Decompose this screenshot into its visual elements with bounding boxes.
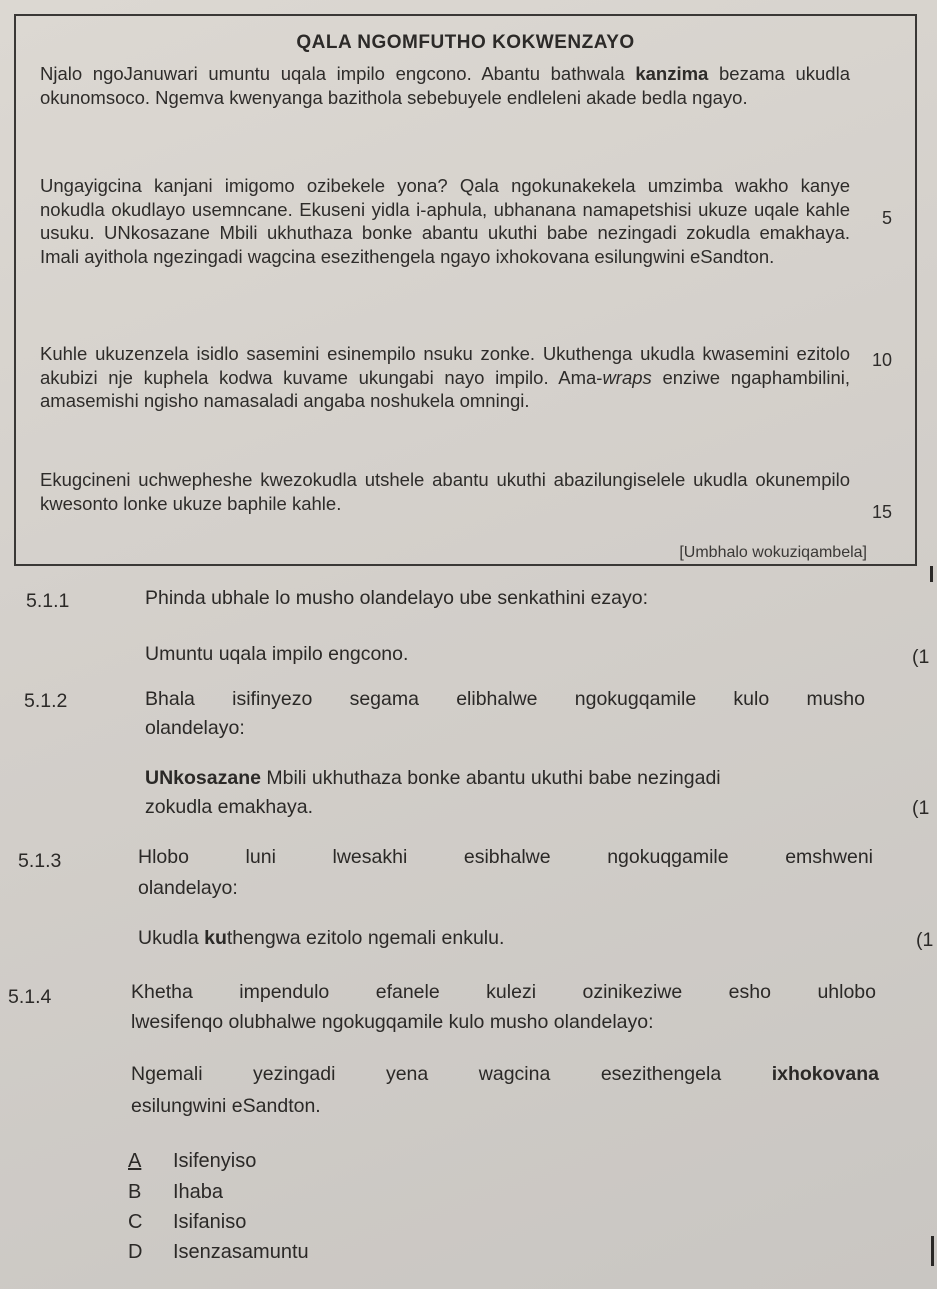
line-number-5: 5	[882, 208, 893, 228]
question-5-1-1-marks: (1	[912, 646, 930, 668]
passage-paragraph-4: Ekugcineni uchwepheshe kwezokudla utshele abantu ukuthi abazilungiselele ukudla okunempilo kwesonto lonke ukuze baphile kahle.	[40, 469, 850, 514]
question-5-1-2-sentence-line1	[145, 764, 865, 793]
passage-title: QALA NGOMFUTHO KOKWENZAYO	[296, 32, 635, 53]
option-c-text[interactable]: Isifaniso	[173, 1211, 247, 1233]
q513-bold-prefix: ku	[204, 927, 227, 949]
question-5-1-4-instruction-line1: Khetha impendulo efanele kulezi ozinikeziwe esho uhlobo	[131, 981, 876, 1003]
margin-edge-mark	[930, 566, 933, 582]
option-b-text[interactable]: Ihaba	[173, 1181, 224, 1203]
p3-text-b: enziwe ngaphambilini, amasemishi ngisho namasaladi angaba noshukela omningi.	[40, 366, 850, 411]
q513-sentence-post: thengwa ezitolo ngemali enkulu.	[226, 927, 505, 949]
q512-sentence-rest: Mbili ukhuthaza bonke abantu ukuthi babe nezingadi	[260, 767, 721, 789]
margin-edge-mark-bottom	[931, 1236, 934, 1266]
p1-text-a: Njalo ngoJanuwari umuntu uqala impilo engcono. Abantu bathwala	[40, 63, 636, 84]
question-5-1-4-sentence-line1	[131, 1060, 879, 1089]
question-number-5-1-4: 5.1.4	[8, 986, 52, 1008]
p3-text-a: Kuhle ukuzenzela isidlo sasemini esinempilo nsuku zonke. Ukuthenga ukudla kwasemini ezitolo akubizi nje kuphela kodwa kuvame ukungabi nayo impilo. Ama-	[40, 343, 850, 388]
question-5-1-3-instruction-line1: Hlobo luni lwesakhi esibhalwe ngokuqgamile emshweni	[138, 846, 873, 868]
question-5-1-2-instruction-line1: Bhala isifinyezo segama elibhalwe ngokugqamile kulo musho	[145, 688, 865, 710]
passage-box	[14, 14, 917, 566]
question-number-5-1-2: 5.1.2	[24, 690, 68, 712]
passage-paragraph-1	[40, 62, 850, 109]
question-5-1-1-sentence: Umuntu uqala impilo engcono.	[145, 643, 409, 665]
question-5-1-4-sentence-line2: esilungwini eSandton.	[131, 1095, 321, 1117]
question-number-5-1-1: 5.1.1	[26, 590, 70, 612]
line-number-15: 15	[872, 502, 893, 522]
line-number-10: 10	[872, 350, 893, 370]
q513-sentence-pre: Ukudla	[138, 927, 205, 949]
p3-italic-word: wraps	[602, 366, 652, 388]
p1-bold-word: kanzima	[635, 63, 709, 84]
question-5-1-3-instruction-line2: olandelayo:	[138, 877, 238, 899]
q514-bold-word: ixhokovana	[771, 1063, 879, 1085]
question-5-1-1-instruction: Phinda ubhale lo musho olandelayo ube senkathini ezayo:	[145, 587, 649, 609]
question-5-1-2-marks: (1	[912, 797, 930, 819]
question-5-1-3-sentence	[138, 924, 504, 953]
source-attribution: [Umbhalo wokuziqambela]	[679, 544, 867, 561]
question-5-1-3-marks: (1	[916, 929, 934, 951]
option-d-text[interactable]: Isenzasamuntu	[173, 1241, 309, 1263]
option-c-letter[interactable]: C	[128, 1211, 143, 1233]
question-5-1-2-instruction-line2: olandelayo:	[145, 717, 245, 739]
option-a-text[interactable]: Isifenyiso	[173, 1150, 257, 1172]
passage-paragraph-3	[40, 342, 850, 413]
q512-bold-word: UNkosazane	[145, 767, 261, 789]
option-a-letter[interactable]: A	[128, 1150, 142, 1172]
option-d-letter[interactable]: D	[128, 1241, 143, 1263]
p1-text-b: bezama ukudla okunomsoco. Ngemva kwenyanga bazithola sebebuyele endleleni akade bedla ngayo.	[40, 63, 850, 108]
question-5-1-2-sentence-line2: zokudla emakhaya.	[145, 796, 314, 818]
question-number-5-1-3: 5.1.3	[18, 850, 62, 872]
option-b-letter[interactable]: B	[128, 1181, 142, 1203]
q514-sentence-pre: Ngemali yezingadi yena wagcina esezithengela	[131, 1063, 772, 1085]
question-5-1-4-instruction-line2: lwesifenqo olubhalwe ngokugqamile kulo musho olandelayo:	[131, 1011, 654, 1033]
passage-paragraph-2: Ungayigcina kanjani imigomo ozibekele yona? Qala ngokunakekela umzimba wakho kanye nokudla okudlayo usemncane. Ekuseni yidla i-aphula, ubhanana namapetshisi ukuze uqale kahle usuku. UNkosazane Mbili ukhuthaza bonke abantu ukuthi babe nezingadi zokudla emakhaya. Imali ayithola ngezingadi wagcina esezithengela ngayo ixhokovana esilungwini eSandton.	[40, 175, 850, 267]
